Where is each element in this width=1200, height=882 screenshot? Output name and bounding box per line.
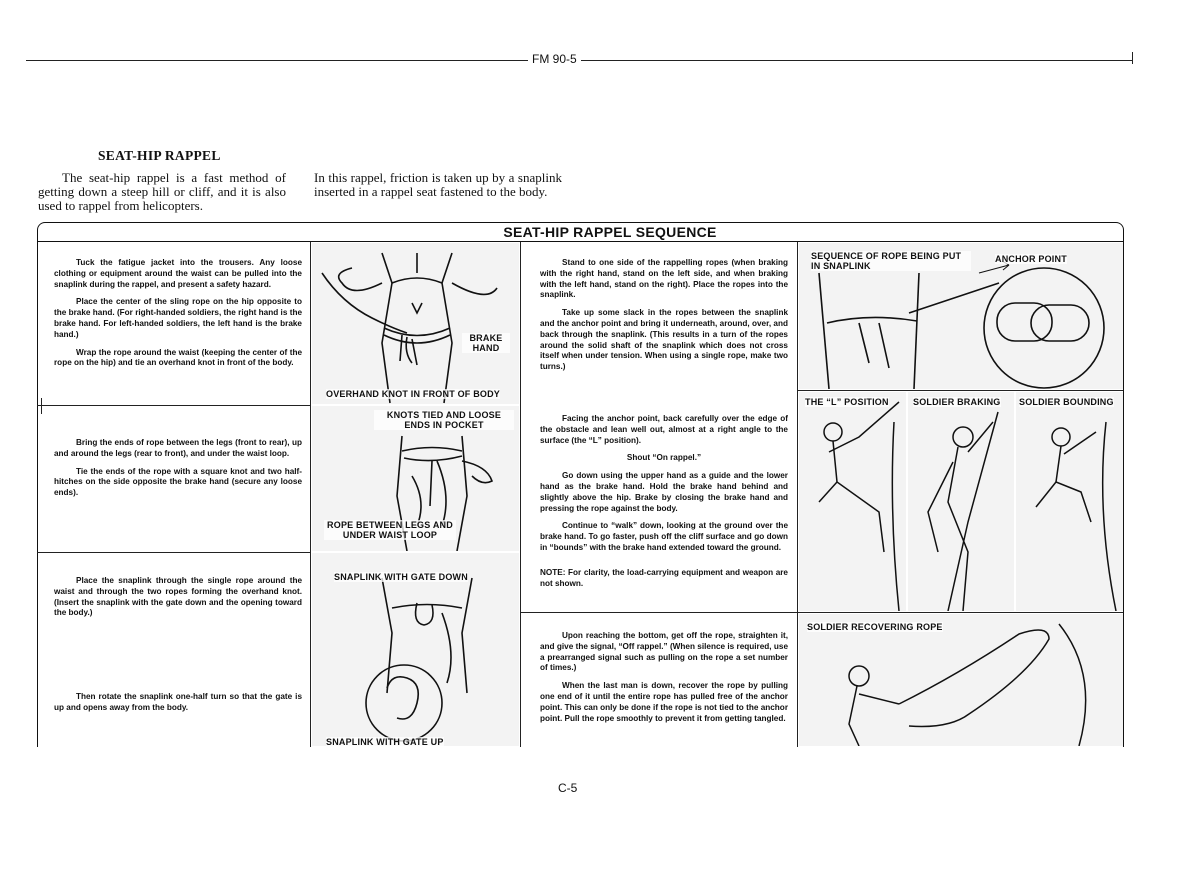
soldier-bounding-icon bbox=[1016, 392, 1123, 611]
caption-l-position: THE “L” POSITION bbox=[805, 397, 889, 407]
step-5-para-3: Go down using the upper hand as a guide and the lower hand as the brake hand. Hold the brake hand behind and slightly above the hip. Brake by closing the brake hand and pressing the rope against the body. bbox=[540, 471, 788, 513]
right-row-divider-2 bbox=[520, 612, 1123, 613]
caption-anchor-point: ANCHOR POINT bbox=[995, 254, 1067, 264]
step-1-para-3: Wrap the rope around the waist (keeping the center of the rope on the hip) and tie an overhand knot in front of the body. bbox=[54, 347, 302, 368]
step-6-para-1: Upon reaching the bottom, get off the rope, straighten it, and give the signal, “Off rappel.” (When silence is required, use a prearranged signal such as pulling on the rope a set number of times.) bbox=[540, 631, 788, 673]
step-4-para-1: Stand to one side of the rappelling ropes (when braking with the right hand, stand on the left side, and when braking with the left hand, stand on the right). Place the ropes into the snaplink. bbox=[540, 258, 788, 300]
step-4-para-2: Take up some slack in the ropes between the snaplink and the anchor point and bring it underneath, around, over, and back through the snaplink. (This results in a turn of the ropes around the solid shaft of the snaplink which does not cross itself when under tension. When using a single rope, make two turns.) bbox=[540, 308, 788, 372]
step-3-illustration bbox=[312, 553, 519, 746]
caption-rope-sequence: SEQUENCE OF ROPE BEING PUT IN SNAPLINK bbox=[811, 251, 971, 271]
step-2-para-1: Bring the ends of rope between the legs (front to rear), up and around the legs (rear to front), and under the waist loop. bbox=[54, 438, 302, 458]
step-3-para-1: Place the snaplink through the single rope around the waist and through the two ropes forming the overhand knot. (Insert the snaplink with the gate down and the opening toward the body.) bbox=[54, 576, 302, 618]
caption-brake-hand: BRAKE HAND bbox=[462, 333, 510, 353]
middle-column-divider bbox=[520, 242, 521, 747]
step-2-illustration bbox=[312, 406, 519, 551]
step-6-illustration bbox=[799, 614, 1123, 746]
step-5-illustration-braking bbox=[908, 392, 1014, 611]
step-5-illustration-l bbox=[799, 392, 906, 611]
step-3-text bbox=[54, 576, 302, 626]
intro-left: The seat-hip rappel is a fast method of getting down a steep hill or cliff, and it is also used to rappel from helicopters. bbox=[38, 170, 286, 213]
row-divider-1 bbox=[37, 405, 310, 406]
step-4-text bbox=[540, 258, 788, 380]
recovering-rope-icon bbox=[799, 614, 1123, 746]
step-5-note: NOTE: For clarity, the load-carrying equipment and weapon are not shown. bbox=[540, 567, 788, 588]
caption-knots-tied: KNOTS TIED AND LOOSE ENDS IN POCKET bbox=[374, 410, 514, 430]
step-5-para-1: Facing the anchor point, back carefully over the edge of the obstacle and lean well out, almost at a right angle to the surface (the “L” position). bbox=[540, 414, 788, 445]
step-5-para-4: Continue to “walk” down, looking at the ground over the brake hand. To go faster, push off the cliff surface and go down in “bounds” with the brake hand extended toward the ground. bbox=[540, 521, 788, 552]
caption-soldier-bounding: SOLDIER BOUNDING bbox=[1019, 397, 1114, 407]
step-5-illustration-bounding bbox=[1016, 392, 1123, 611]
intro-right: In this rappel, friction is taken up by a snaplink inserted in a rappel seat fastened to the body. bbox=[314, 170, 562, 199]
step-6-text bbox=[540, 631, 788, 731]
header-rule-end bbox=[1132, 52, 1133, 64]
caption-gate-down: SNAPLINK WITH GATE DOWN bbox=[334, 572, 468, 582]
step-6-para-2: When the last man is down, recover the rope by pulling one end of it until the entire rope has pulled free of the anchor point. This can only be done if the rope is not tied to the anchor point. Pull the rope smoothly to prevent it from getting tangled. bbox=[540, 681, 788, 723]
sequence-title-rule bbox=[37, 241, 1124, 242]
l-position-icon bbox=[799, 392, 906, 611]
step-5-text bbox=[540, 414, 788, 596]
step-1-illustration bbox=[312, 243, 519, 404]
left-column-divider bbox=[310, 242, 311, 747]
caption-soldier-braking: SOLDIER BRAKING bbox=[913, 397, 1001, 407]
right-text-divider bbox=[797, 242, 798, 747]
caption-gate-up: SNAPLINK WITH GATE UP bbox=[326, 737, 444, 746]
right-row-divider-1 bbox=[797, 390, 1123, 391]
caption-recovering-rope: SOLDIER RECOVERING ROPE bbox=[807, 622, 943, 632]
step-1-para-1: Tuck the fatigue jacket into the trousers. Any loose clothing or equipment around the waist can be pulled into the snaplink during the rappel, and present a safety hazard. bbox=[54, 258, 302, 289]
header-rule-right bbox=[580, 60, 1133, 61]
step-3-para-2: Then rotate the snaplink one-half turn so that the gate is up and opens away from the body. bbox=[54, 692, 302, 712]
step-3-text-b bbox=[54, 692, 302, 721]
row-divider-2 bbox=[37, 552, 310, 553]
soldier-braking-icon bbox=[908, 392, 1014, 611]
section-title: SEAT-HIP RAPPEL bbox=[98, 148, 221, 163]
step-2-text bbox=[54, 438, 302, 506]
caption-overhand-knot: OVERHAND KNOT IN FRONT OF BODY bbox=[326, 389, 500, 399]
row-divider-1-tick bbox=[41, 398, 42, 414]
header-rule-left bbox=[26, 60, 531, 61]
step-2-para-2: Tie the ends of the rope with a square knot and two half-hitches on the side opposite the brake hand (secure any loose ends). bbox=[54, 466, 302, 498]
page-number: C-5 bbox=[558, 781, 578, 795]
sequence-title: SEAT-HIP RAPPEL SEQUENCE bbox=[503, 224, 717, 240]
step-1-text bbox=[54, 258, 302, 376]
document-id: FM 90-5 bbox=[528, 52, 581, 66]
step-1-para-2: Place the center of the sling rope on the hip opposite to the brake hand. (For right-handed soldiers, the right hand is the brake hand. For left-handed soldiers, the left hand is the brake hand.) bbox=[54, 297, 302, 339]
caption-rope-between-legs: ROPE BETWEEN LEGS AND UNDER WAIST LOOP bbox=[324, 520, 456, 540]
step-5-para-2: Shout “On rappel.” bbox=[626, 453, 702, 463]
soldier-waist-icon bbox=[312, 243, 519, 404]
step-4-illustration bbox=[799, 243, 1123, 389]
